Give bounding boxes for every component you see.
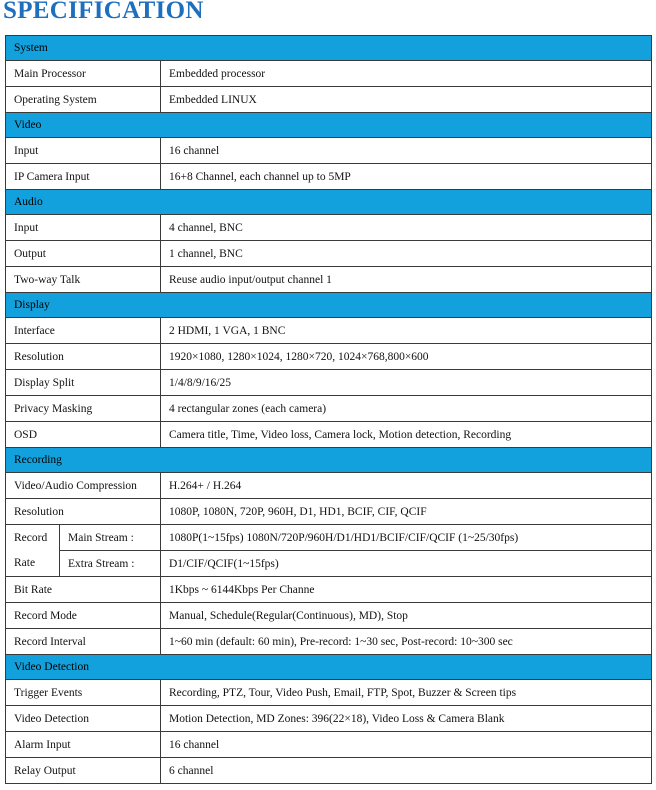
section-header-system [6,36,652,61]
table-row [6,164,652,190]
row-value: 6 channel [161,758,652,784]
main-stream-label: Main Stream : [60,525,161,551]
row-label: Output [6,241,161,267]
row-label: Privacy Masking [6,396,161,422]
table-row [6,525,652,551]
table-row [6,577,652,603]
table-row [6,551,652,577]
table-row [6,61,652,87]
section-header-audio [6,190,652,215]
row-label: Interface [6,318,161,344]
row-label: IP Camera Input [6,164,161,190]
table-row [6,422,652,448]
row-value: Embedded LINUX [161,87,652,113]
row-label: Operating System [6,87,161,113]
row-value: 1/4/8/9/16/25 [161,370,652,396]
extra-stream-label: Extra Stream : [60,551,161,577]
row-value: 1080P, 1080N, 720P, 960H, D1, HD1, BCIF, CIF, QCIF [161,499,652,525]
table-row [6,758,652,784]
table-row [6,396,652,422]
section-title: Recording [6,448,652,473]
row-value: 1 channel, BNC [161,241,652,267]
section-title: Video [6,113,652,138]
table-row [6,215,652,241]
row-value: Motion Detection, MD Zones: 396(22×18), Video Loss & Camera Blank [161,706,652,732]
table-row [6,732,652,758]
row-label: Input [6,138,161,164]
row-value: 1~60 min (default: 60 min), Pre-record: 1~30 sec, Post-record: 10~300 sec [161,629,652,655]
row-label: Trigger Events [6,680,161,706]
row-label: Video/Audio Compression [6,473,161,499]
table-row [6,138,652,164]
row-label: Input [6,215,161,241]
section-header-video-detection [6,655,652,680]
row-label: Resolution [6,344,161,370]
section-header-recording [6,448,652,473]
row-label: Record Mode [6,603,161,629]
table-row [6,603,652,629]
table-row [6,629,652,655]
section-title: Audio [6,190,652,215]
table-row [6,267,652,293]
row-value: Camera title, Time, Video loss, Camera lock, Motion detection, Recording [161,422,652,448]
row-value: H.264+ / H.264 [161,473,652,499]
row-value: Manual, Schedule(Regular(Continuous), MD), Stop [161,603,652,629]
row-value: 16 channel [161,138,652,164]
row-label: OSD [6,422,161,448]
section-header-display [6,293,652,318]
row-value: 1920×1080, 1280×1024, 1280×720, 1024×768,800×600 [161,344,652,370]
section-header-video [6,113,652,138]
row-value: 16 channel [161,732,652,758]
row-value: 4 channel, BNC [161,215,652,241]
row-value: Embedded processor [161,61,652,87]
table-row [6,473,652,499]
table-row [6,87,652,113]
row-label: Display Split [6,370,161,396]
row-value: 1Kbps ~ 6144Kbps Per Channe [161,577,652,603]
page-title: SPECIFICATION [3,0,204,24]
section-title: Display [6,293,652,318]
table-row [6,344,652,370]
row-label: Video Detection [6,706,161,732]
row-label: Relay Output [6,758,161,784]
record-rate-label-line2: Rate [14,556,36,569]
table-row [6,241,652,267]
row-value: 4 rectangular zones (each camera) [161,396,652,422]
row-label: Record Interval [6,629,161,655]
record-rate-label [6,525,60,577]
section-title: Video Detection [6,655,652,680]
table-row [6,706,652,732]
row-label: Bit Rate [6,577,161,603]
table-row [6,318,652,344]
row-value: Reuse audio input/output channel 1 [161,267,652,293]
extra-stream-value: D1/CIF/QCIF(1~15fps) [161,551,652,577]
row-label: Resolution [6,499,161,525]
table-row [6,680,652,706]
row-value: Recording, PTZ, Tour, Video Push, Email, FTP, Spot, Buzzer & Screen tips [161,680,652,706]
specification-table [5,35,652,784]
main-stream-value: 1080P(1~15fps) 1080N/720P/960H/D1/HD1/BCIF/CIF/QCIF (1~25/30fps) [161,525,652,551]
table-row [6,370,652,396]
table-row [6,499,652,525]
record-rate-label-line1: Record [14,531,48,544]
row-value: 2 HDMI, 1 VGA, 1 BNC [161,318,652,344]
row-label: Alarm Input [6,732,161,758]
row-label: Main Processor [6,61,161,87]
row-value: 16+8 Channel, each channel up to 5MP [161,164,652,190]
row-label: Two-way Talk [6,267,161,293]
section-title: System [6,36,652,61]
